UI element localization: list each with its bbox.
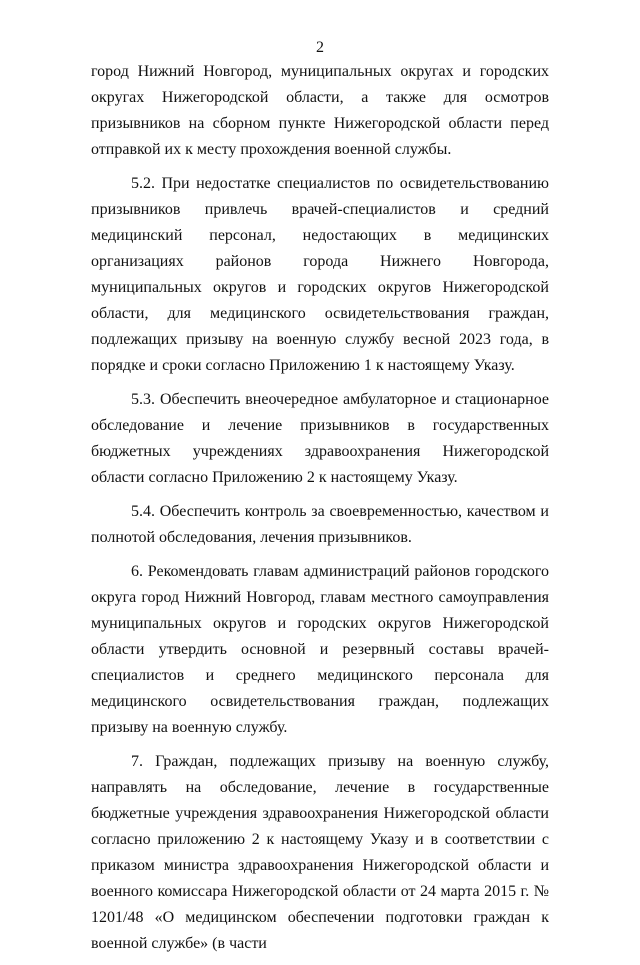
page-number: 2 [316,39,324,56]
paragraph-6: 6. Рекомендовать главам администраций районов городского округа город Нижний Новгород, главам местного самоуправления муниципальных округов и городских округов Нижегородской области утвердить основной и резервный составы врачей-специалистов и среднего медицинского персонала для медицинского освидетельствования граждан, подлежащих призыву на военную службу. [91,563,549,736]
paragraph-5-4: 5.4. Обеспечить контроль за своевременностью, качеством и полнотой обследования, лечения призывников. [91,503,549,546]
paragraph-5-2: 5.2. При недостатке специалистов по освидетельствованию призывников привлечь врачей-специалистов и средний медицинский персонал, недостающих в медицинских организациях районов города Нижнего Новгорода, муниципальных округов и городских округов Нижегородской области, для медицинского освидетельствования граждан, подлежащих призыву на военную службу весной 2023 года, в порядке и сроки согласно Приложению 1 к настоящему Указу. [91,175,549,374]
document-body [91,59,549,965]
paragraph-continuation: город Нижний Новгород, муниципальных округах и городских округах Нижегородской области, а также для осмотров призывников на сборном пункте Нижегородской области перед отправкой их к месту прохождения военной службы. [91,63,549,158]
paragraph-7: 7. Граждан, подлежащих призыву на военную службу, направлять на обследование, лечение в государственные бюджетные учреждения здравоохранения Нижегородской области согласно приложению 2 к настоящему Указу и в соответствии с приказом министра здравоохранения Нижегородской области и военного комиссара Нижегородской области от 24 марта 2015 г. № 1201/48 «О медицинском обеспечении подготовки граждан к военной службе» (в части [91,753,549,952]
paragraph-5-3: 5.3. Обеспечить внеочередное амбулаторное и стационарное обследование и лечение призывников в государственных бюджетных учреждениях здравоохранения Нижегородской области согласно Приложению 2 к настоящему Указу. [91,391,549,486]
